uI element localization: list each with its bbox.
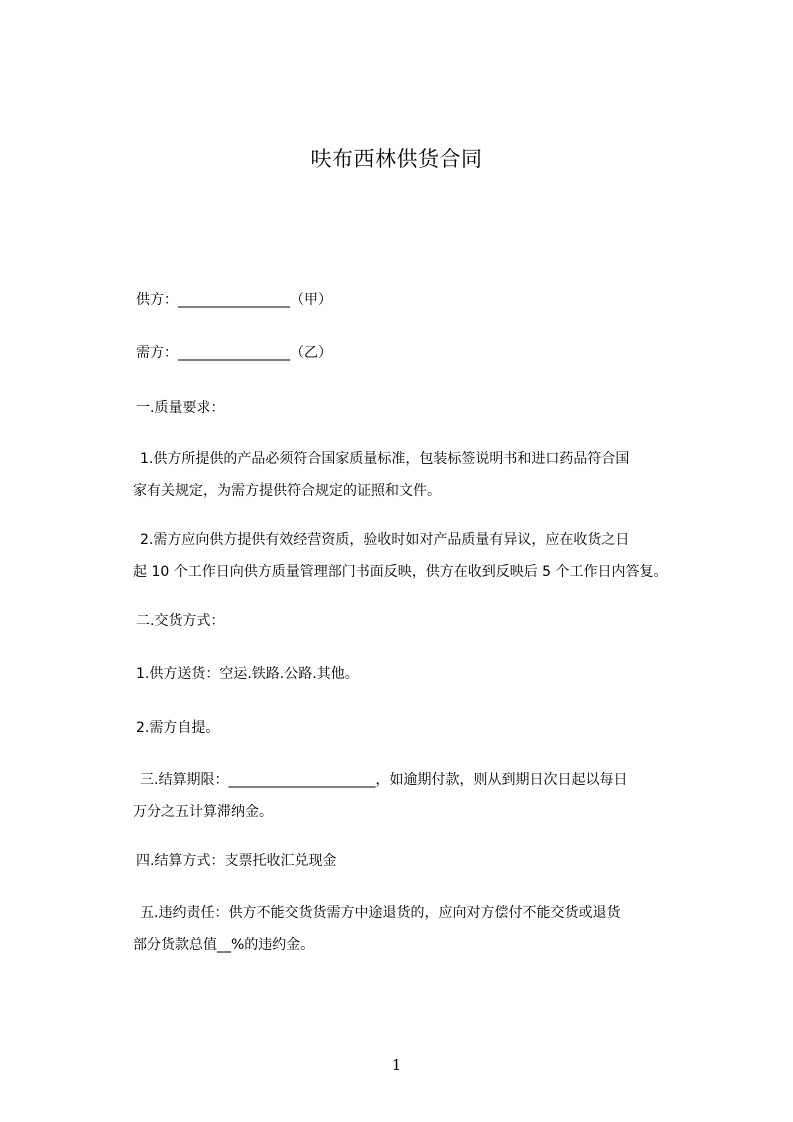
section-1-heading: 一.质量要求：: [136, 400, 225, 416]
buyer-line: 需方：________________（乙）: [136, 345, 332, 361]
section-3-line-1: 三.结算期限：_____________________，如逾期付款，则从到期日次日起以每日: [140, 772, 628, 788]
section-3-line-2: 万分之五计算滞纳金。: [133, 804, 273, 820]
section-1-item-2-line-2: 起 10 个工作日向供方质量管理部门书面反映，供方在收到反映后 5 个工作日内答复。: [133, 564, 668, 580]
section-1-item-1-line-1: 1.供方所提供的产品必须符合国家质量标准，包装标签说明书和进口药品符合国: [140, 451, 630, 467]
section-1-item-2-line-1: 2.需方应向供方提供有效经营资质，验收时如对产品质量有异议，应在收货之日: [140, 532, 630, 548]
section-2-heading: 二.交货方式：: [136, 613, 225, 629]
section-5-line-1: 五.违约责任：供方不能交货货需方中途退货的，应向对方偿付不能交货或退货: [140, 905, 621, 921]
section-5-line-2: 部分货款总值__%的违约金。: [133, 937, 315, 953]
section-1-item-1: [133, 443, 702, 507]
section-2-item-1: 1.供方送货：空运.铁路.公路.其他。: [136, 666, 359, 682]
supplier-line: 供方：________________（甲）: [136, 292, 332, 308]
section-5: [133, 897, 702, 961]
document-title: 呋布西林供货合同: [310, 147, 483, 171]
section-4: 四.结算方式：支票托收汇兑现金: [136, 853, 337, 869]
section-1-item-1-line-2: 家有关规定，为需方提供符合规定的证照和文件。: [133, 483, 441, 499]
section-1-item-2: [133, 524, 702, 588]
page-number: 1: [391, 1056, 402, 1074]
section-2-item-2: 2.需方自提。: [136, 720, 220, 736]
section-3: [133, 764, 702, 828]
